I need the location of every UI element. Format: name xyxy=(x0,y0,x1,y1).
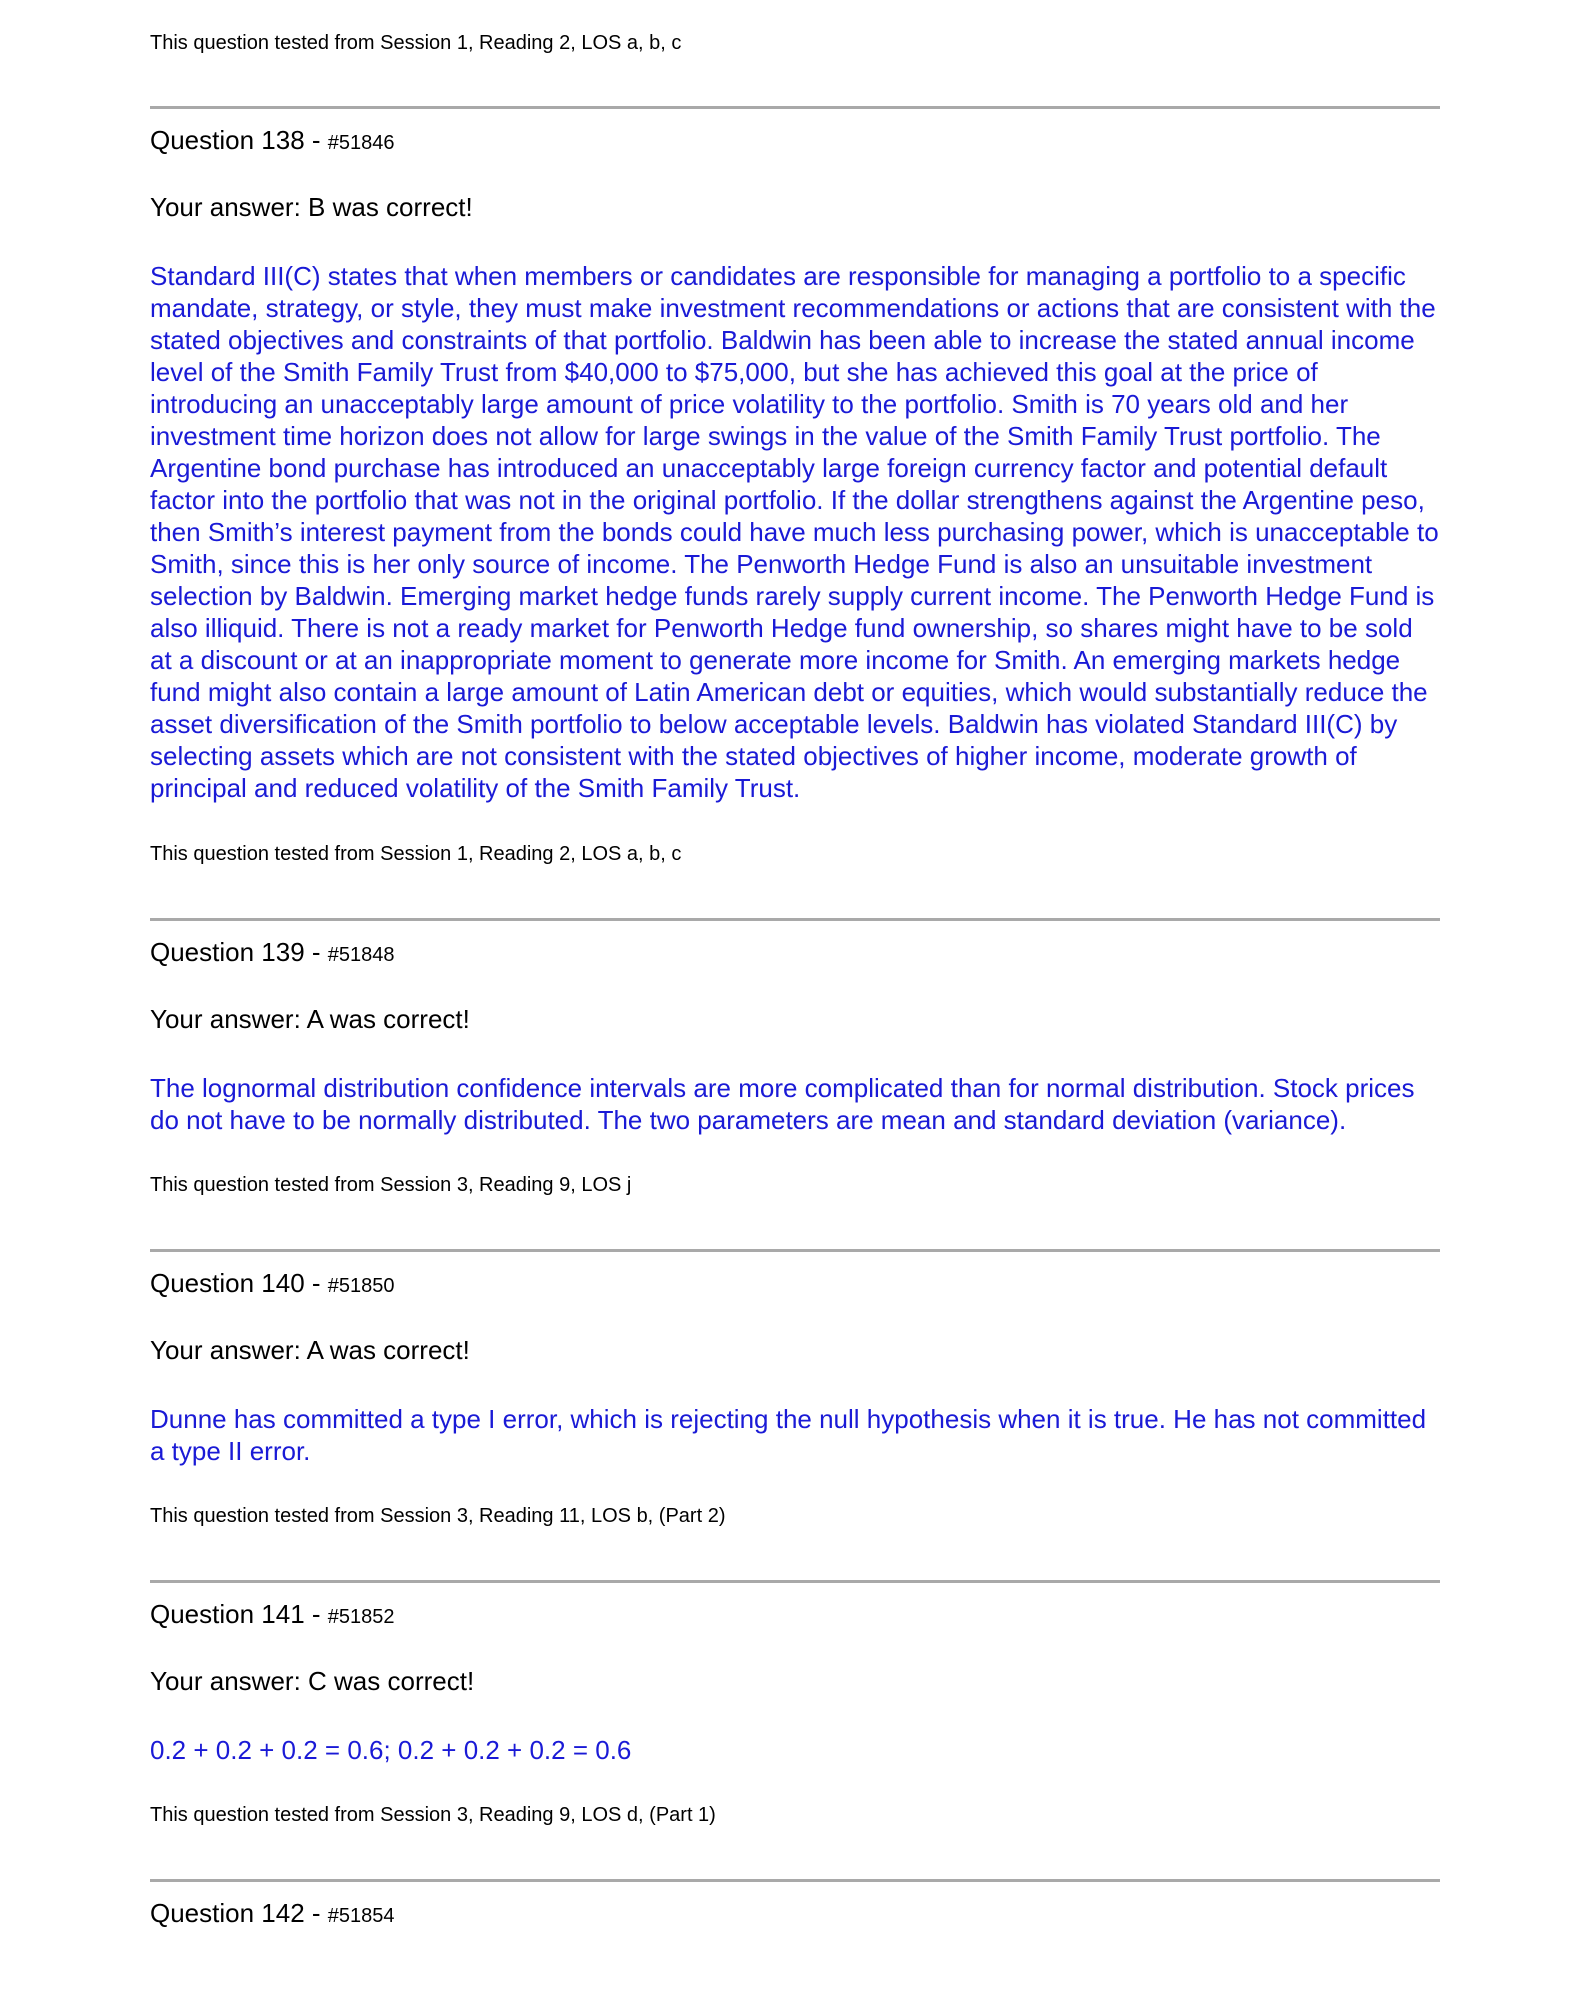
tested-from: This question tested from Session 3, Reading 9, LOS d, (Part 1) xyxy=(150,1804,716,1826)
question-label: Question 142 - xyxy=(150,1898,328,1928)
answer-explanation: Dunne has committed a type I error, which is rejecting the null hypothesis when it is true. He has not committed a type II error. xyxy=(150,1404,1427,1466)
divider xyxy=(150,1879,1440,1882)
question-id: #51846 xyxy=(327,132,395,154)
question-title xyxy=(150,1267,395,1302)
question-title xyxy=(150,1897,395,1932)
question-title xyxy=(150,124,395,159)
question-title xyxy=(150,936,395,971)
answer-result: Your answer: A was correct! xyxy=(150,1335,470,1365)
answer-result: Your answer: A was correct! xyxy=(150,1004,470,1034)
tested-from: This question tested from Session 3, Reading 9, LOS j xyxy=(150,1174,632,1196)
question-label: Question 140 - xyxy=(150,1268,328,1298)
tested-from: This question tested from Session 3, Reading 11, LOS b, (Part 2) xyxy=(150,1505,726,1527)
question-label: Question 139 - xyxy=(150,937,328,967)
answer-explanation: 0.2 + 0.2 + 0.2 = 0.6; 0.2 + 0.2 + 0.2 = 0.6 xyxy=(150,1735,632,1765)
answer-explanation: The lognormal distribution confidence intervals are more complicated than for normal distribution. Stock prices do not have to be normally distributed. The two parameters are mean and standard deviation (variance). xyxy=(150,1073,1415,1135)
question-id: #51852 xyxy=(327,1606,395,1628)
divider xyxy=(150,918,1440,921)
question-id: #51854 xyxy=(327,1905,395,1927)
divider xyxy=(150,106,1440,109)
divider xyxy=(150,1249,1440,1252)
answer-result: Your answer: B was correct! xyxy=(150,192,473,222)
page-header-tested: This question tested from Session 1, Reading 2, LOS a, b, c xyxy=(150,32,682,54)
tested-from: This question tested from Session 1, Reading 2, LOS a, b, c xyxy=(150,843,682,865)
answer-result: Your answer: C was correct! xyxy=(150,1666,475,1696)
question-label: Question 138 - xyxy=(150,125,328,155)
question-label: Question 141 - xyxy=(150,1599,328,1629)
question-title xyxy=(150,1598,395,1633)
divider xyxy=(150,1580,1440,1583)
question-id: #51848 xyxy=(327,944,395,966)
question-id: #51850 xyxy=(327,1275,395,1297)
answer-explanation: Standard III(C) states that when members or candidates are responsible for managing a portfolio to a specific mandate, strategy, or style, they must make investment recommendations or actions that are consistent with the stated objectives and constraints of that portfolio. Baldwin has been able to increase the stated annual income level of the Smith Family Trust from $40,000 to $75,000, but she has achieved this goal at the price of introducing an unacceptably large amount of price volatility to the portfolio. Smith is 70 years old and her investment time horizon does not allow for large swings in the value of the Smith Family Trust portfolio. The Argentine bond purchase has introduced an unacceptably large foreign currency factor and potential default factor into the portfolio that was not in the original portfolio. If the dollar strengthens against the Argentine peso, then Smith’s interest payment from the bonds could have much less purchasing power, which is unacceptable to Smith, since this is her only source of income. The Penworth Hedge Fund is also an unsuitable investment selection by Baldwin. Emerging market hedge funds rarely supply current income. The Penworth Hedge Fund is also illiquid. There is not a ready market for Penworth Hedge fund ownership, so shares might have to be sold at a discount or at an inappropriate moment to generate more income for Smith. An emerging markets hedge fund might also contain a large amount of Latin American debt or equities, which would substantially reduce the asset diversification of the Smith portfolio to below acceptable levels. Baldwin has violated Standard III(C) by selecting assets which are not consistent with the stated objectives of higher income, moderate growth of principal and reduced volatility of the Smith Family Trust. xyxy=(150,261,1439,803)
